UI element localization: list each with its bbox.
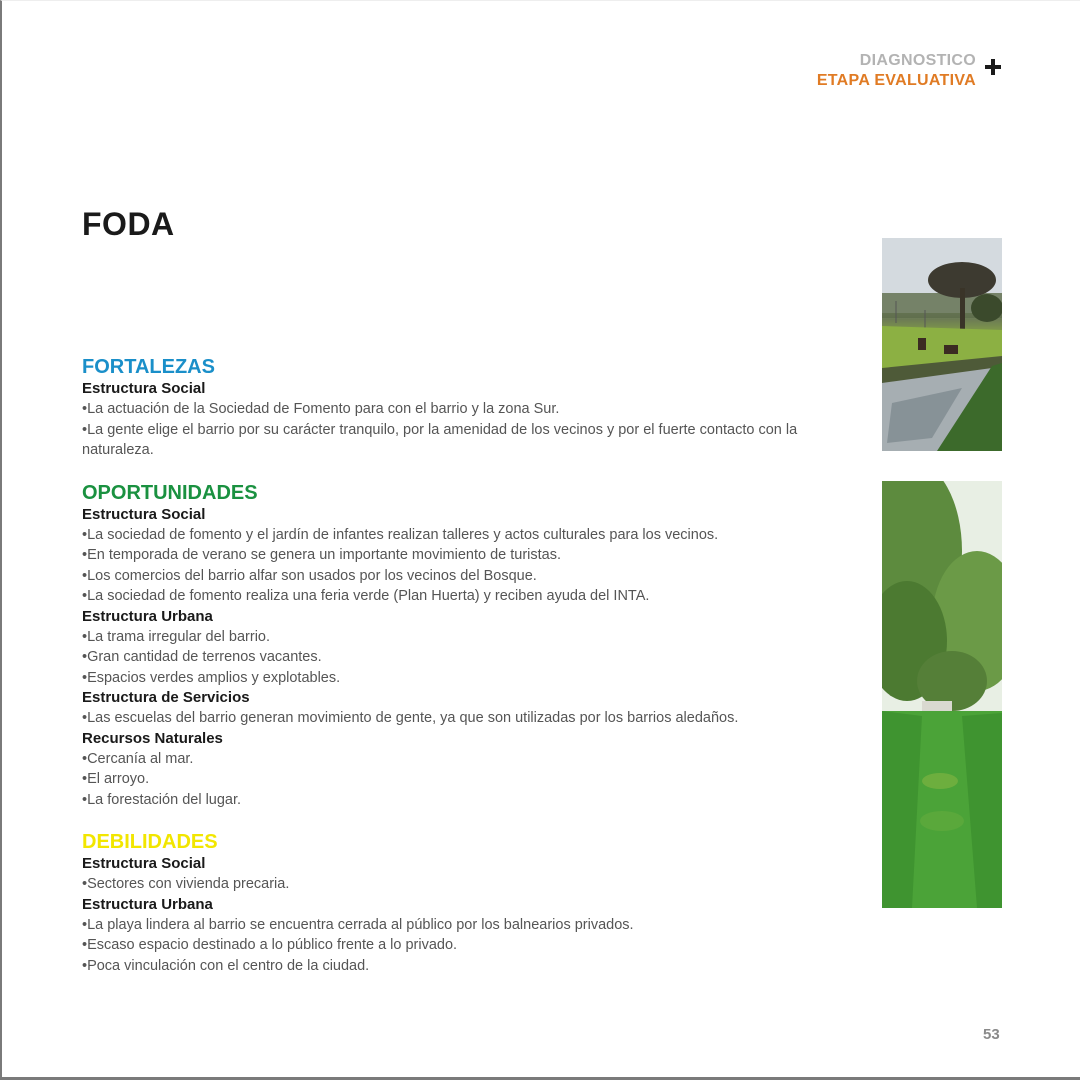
header-subsection-label: ETAPA EVALUATIVA xyxy=(816,72,976,89)
section-fortalezas xyxy=(82,355,852,461)
list-item: •Cercanía al mar. xyxy=(82,750,194,767)
group-heading: Estructura Social xyxy=(82,855,206,872)
page-title: FODA xyxy=(82,206,175,242)
list-item: •Los comercios del barrio alfar son usados por los vecinos del Bosque. xyxy=(82,567,537,584)
group-heading: Estructura de Servicios xyxy=(82,689,250,706)
group-heading: Estructura Urbana xyxy=(82,607,213,625)
section-oportunidades xyxy=(82,481,852,811)
list-item: •La sociedad de fomento y el jardín de infantes realizan talleres y actos culturales para los vecinos. xyxy=(82,526,719,543)
list-item: •La sociedad de fomento realiza una feria verde (Plan Huerta) y reciben ayuda del INTA. xyxy=(82,588,650,604)
section-title: OPORTUNIDADES xyxy=(82,481,258,504)
list-item: •La forestación del lugar. xyxy=(82,791,242,808)
list-item: •Espacios verdes amplios y explotables. xyxy=(82,669,341,686)
section-title: DEBILIDADES xyxy=(82,831,218,853)
photo-stream-horses xyxy=(882,238,1002,451)
list-item: •Las escuelas del barrio generan movimiento de gente, ya que son utilizadas por los barrios aledaños. xyxy=(82,710,739,726)
section-debilidades xyxy=(82,830,852,976)
running-header xyxy=(817,51,976,91)
list-item: •Sectores con vivienda precaria. xyxy=(82,876,290,892)
section-title: FORTALEZAS xyxy=(82,356,215,378)
list-item: •En temporada de verano se genera un importante movimiento de turistas. xyxy=(82,547,562,563)
list-item: •Poca vinculación con el centro de la ciudad. xyxy=(82,957,370,974)
page-number: 53 xyxy=(983,1026,1000,1043)
group-heading: Recursos Naturales xyxy=(82,729,223,747)
list-item: •La playa lindera al barrio se encuentra cerrada al público por los balnearios privados. xyxy=(82,916,634,933)
list-item: •La actuación de la Sociedad de Fomento para con el barrio y la zona Sur. xyxy=(82,401,560,417)
photo-stream-horses-illustration xyxy=(882,238,1002,451)
group-heading: Estructura Social xyxy=(82,380,206,397)
plus-icon xyxy=(985,59,1001,75)
list-item: •El arroyo. xyxy=(82,771,150,787)
group-heading: Estructura Urbana xyxy=(82,895,213,913)
header-section-label: DIAGNOSTICO xyxy=(859,52,976,69)
list-item: •La gente elige el barrio por su carácter tranquilo, por la amenidad de los vecinos y por el fuerte contacto con la naturaleza. xyxy=(82,421,798,458)
list-item: •Gran cantidad de terrenos vacantes. xyxy=(82,649,322,665)
photo-grassy-canal xyxy=(882,481,1002,908)
photo-grassy-canal-illustration xyxy=(882,481,1002,908)
foda-content xyxy=(82,355,852,996)
list-item: •La trama irregular del barrio. xyxy=(82,628,271,645)
group-heading: Estructura Social xyxy=(82,505,206,523)
list-item: •Escaso espacio destinado a lo público frente a lo privado. xyxy=(82,937,458,953)
